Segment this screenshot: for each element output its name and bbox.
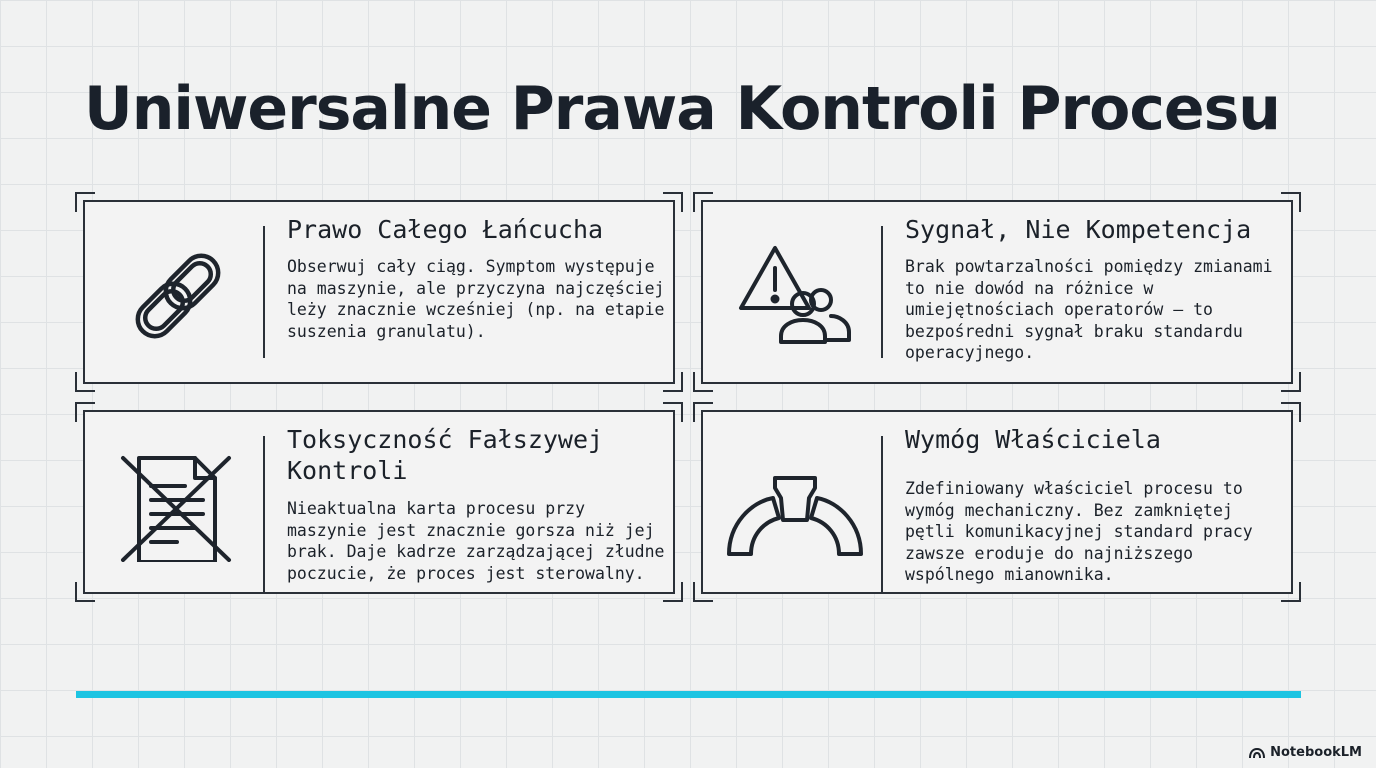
divider: [881, 226, 883, 358]
card-body: Nieaktualna karta procesu przy maszynie jest znacznie gorsza niż jej brak. Daje kadrze zarządzającej złudne poczucie, że proces jest sterowalny.: [287, 499, 665, 583]
card-body: Zdefiniowany właściciel procesu to wymóg mechaniczny. Bez zamkniętej pętli komunikacyjnej standard pracy zawsze eroduje do najniższego wspólnego mianownika.: [905, 479, 1253, 584]
corner-bracket: [75, 192, 95, 212]
corner-bracket: [663, 372, 683, 392]
corner-bracket: [75, 402, 95, 422]
corner-bracket: [693, 192, 713, 212]
card-signal-not-competence: [701, 200, 1293, 384]
notebooklm-logo-icon: [1249, 747, 1265, 759]
divider: [263, 436, 265, 592]
card-body: Obserwuj cały ciąg. Symptom występuje na maszynie, ale przyczyna najczęściej leży znacznie wcześniej (np. na etapie suszenia granulatu).: [287, 257, 665, 341]
corner-bracket: [75, 372, 95, 392]
corner-bracket: [1281, 402, 1301, 422]
accent-line: [76, 691, 1301, 698]
corner-bracket: [75, 582, 95, 602]
card-title: Sygnał, Nie Kompetencja: [905, 215, 1252, 244]
divider: [881, 436, 883, 592]
keystone-arch-icon: [725, 464, 845, 574]
corner-bracket: [1281, 372, 1301, 392]
corner-bracket: [693, 372, 713, 392]
brand-label: NotebookLM: [1270, 745, 1362, 760]
card-title: Wymóg Właściciela: [905, 425, 1161, 454]
page-title: Uniwersalne Prawa Kontroli Procesu: [84, 74, 1280, 144]
card-owner-requirement: [701, 410, 1293, 594]
crossed-document-icon: [117, 452, 237, 562]
card-body: Brak powtarzalności pomiędzy zmianami to nie dowód na różnice w umiejętnościach operatorów – to bezpośredni sygnał braku standardu operacyjnego.: [905, 257, 1273, 362]
chain-link-icon: [117, 240, 237, 350]
corner-bracket: [1281, 192, 1301, 212]
card-whole-chain-law: [83, 200, 675, 384]
corner-bracket: [663, 402, 683, 422]
corner-bracket: [663, 582, 683, 602]
card-false-control-toxicity: [83, 410, 675, 594]
corner-bracket: [663, 192, 683, 212]
corner-bracket: [693, 402, 713, 422]
card-title: Prawo Całego Łańcucha: [287, 215, 604, 244]
card-title: Toksyczność Fałszywej Kontroli: [287, 425, 604, 485]
brand-watermark: [1249, 745, 1362, 760]
corner-bracket: [693, 582, 713, 602]
warning-people-icon: [735, 240, 855, 350]
divider: [263, 226, 265, 358]
